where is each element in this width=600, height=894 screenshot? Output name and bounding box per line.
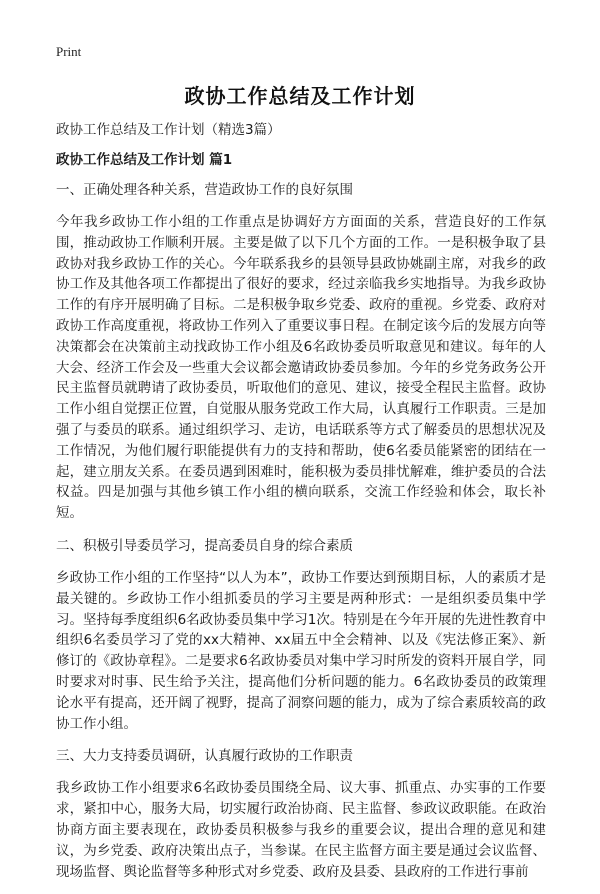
page-title: 政协工作总结及工作计划 (184, 84, 416, 108)
block-3-heading: 三、大力支持委员调研，认真履行政协的工作职责 (56, 748, 353, 765)
block-1-heading: 一、正确处理各种关系，营造政协工作的良好氛围 (56, 182, 353, 198)
block-2-paragraph: 乡政协工作小组的工作坚持“以人为本”，政协工作要达到预期目标，人的素质才是最关键的。乡政协工作小组抓委员的学习主要是两种形式：一是组织委员集中学习。坚持每季度组织6名政协委员集中学习1次。特别是在今年开展的先进性教育中组织6名委员学习了党的xx大精神、xx届五中全会精神、以及《宪法修正案》、新修订的《政协章程》。二是要求6名政协委员对集中学习时所发的资料开展自学，同时要求对时事、民生给予关注，提高他们分析问题的能力。6名政协委员的政策理论水平有提高，还开阔了视野，提高了洞察问题的能力，成为了综合素质较高的政协工作小组。 (56, 569, 546, 732)
block-2-heading: 二、积极引导委员学习，提高委员自身的综合素质 (56, 537, 353, 554)
print-link[interactable]: Print (56, 44, 82, 59)
document-subtitle: 政协工作总结及工作计划（精选3篇） (56, 122, 281, 138)
block-3-paragraph: 我乡政协工作小组要求6名政协委员围绕全局、议大事、抓重点、办实事的工作要求，紧扣中心，服务大局，切实履行政治协商、民主监督、参政议政职能。在政治协商方面主要表现在，政协委员积极参与我乡的重要会议，提出合理的意见和建议，为乡党委、政府决策出点子，当参谋。在民主监督方面主要是通过会议监督、现场监督、舆论监督等多种形式对乡党委、政府及县委、县政府的工作进行事前 (56, 780, 546, 880)
document-body (56, 120, 546, 894)
block-1-paragraph: 今年我乡政协工作小组的工作重点是协调好方方面面的关系，营造良好的工作氛围，推动政协工作顺利开展。主要是做了以下几个方面的工作。一是积极争取了县政协对我乡政协工作的关心。今年联系我乡的县领导县政协姚副主席，对我乡的政协工作及其他各项工作都提出了很好的要求，经过亲临我乡实地指导。为我乡政协工作的有序开展明确了目标。二是积极争取乡党委、政府的重视。乡党委、政府对政协工作高度重视，将政协工作列入了重要议事日程。在制定该今后的发展方向等决策都会在决策前主动找政协工作小组及6名政协委员听取意见和建议。每年的人大会、经济工作会及一些重大会议都会邀请政协委员参加。今年的乡党务政务公开民主监督员就聘请了政协委员，听取他们的意见、建议，接受全程民主监督。政协工作小组自觉摆正位置，自觉服从服务党政工作大局，认真履行工作职责。三是加强了与委员的联系。通过组织学习、走访，电话联系等方式了解委员的思想状况及工作情况，为他们履行职能提供有力的支持和帮助，使6名委员能紧密的团结在一起，建立朋友关系。在委员遇到困难时，能积极为委员排忧解难，维护委员的合法权益。四是加强与其他乡镇工作小组的横向联系，交流工作经验和体会，取长补短。 (56, 214, 546, 522)
section-heading: 政协工作总结及工作计划 篇1 (56, 152, 233, 168)
